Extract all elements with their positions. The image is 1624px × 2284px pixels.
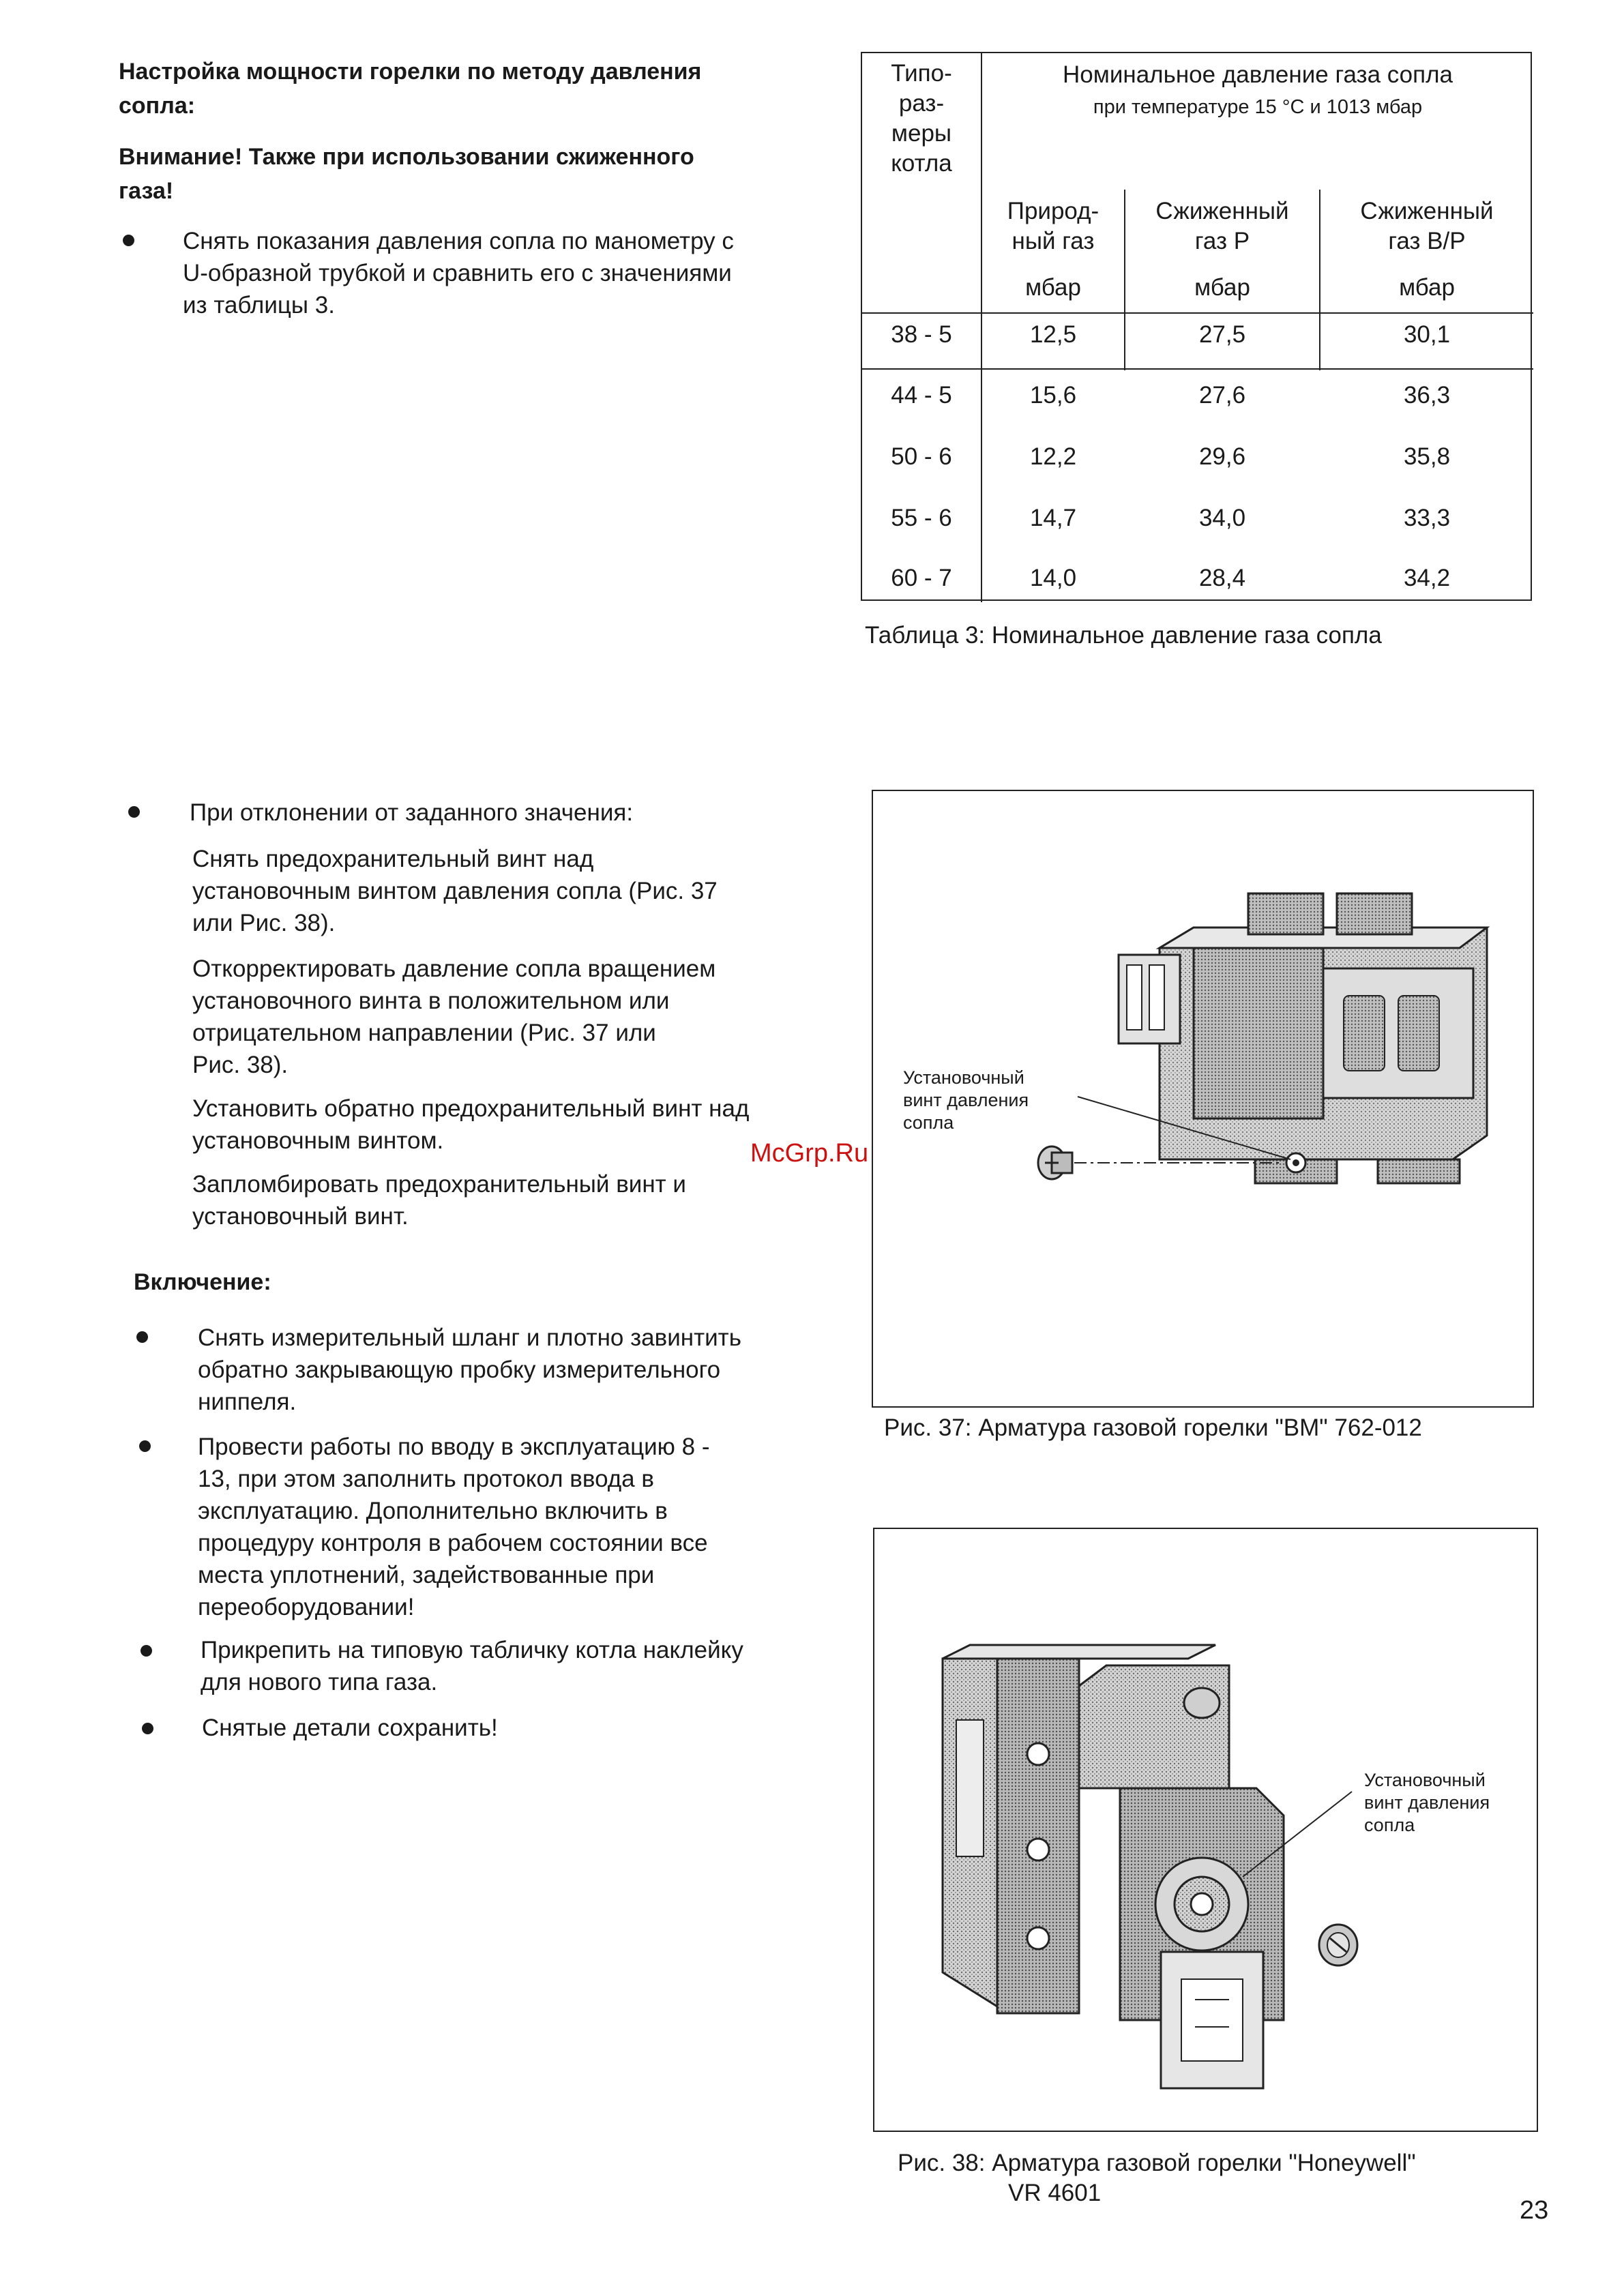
bullet-read-pressure: Снять показания давления сопла по манометру с U-образной трубкой и сравнить его с значениями из таблицы 3.	[183, 228, 734, 318]
col-header-lpg-p: Сжиженный газ Р	[1155, 198, 1289, 254]
table-caption: Таблица 3: Номинальное давление газа сопла	[865, 622, 1382, 649]
page-number: 23	[1520, 2196, 1549, 2225]
switch-on-item: Прикрепить на типовую табличку котла наклейку для нового типа газа.	[201, 1637, 743, 1695]
figure-38	[873, 1528, 1538, 2132]
unit-label: мбар	[1025, 274, 1081, 301]
pressure-header: Номинальное давление газа сопла	[1063, 61, 1453, 88]
switch-on-item: Провести работы по вводу в эксплуатацию 8 - 13, при этом заполнить протокол ввода в эксплуатацию. Дополнительно включить в процедуру контроля в рабочем состоянии все места уплотнений, задействованные при переоборудовании!	[198, 1434, 710, 1620]
unit-label: мбар	[1399, 274, 1455, 301]
section-heading: Настройка мощности горелки по методу давления сопла:	[119, 59, 702, 119]
figure-37	[872, 790, 1534, 1408]
figure-38-caption: Рис. 38: Арматура газовой горелки "Honeywell" VR 4601	[898, 2150, 1416, 2206]
deviation-intro: При отклонении от заданного значения:	[190, 799, 634, 826]
unit-label: мбар	[1194, 274, 1250, 301]
col-header-lpg-bp: Сжиженный газ В/Р	[1360, 198, 1494, 254]
adjusting-screw-label: Установочный винт давления сопла	[1364, 1770, 1490, 1835]
figure-37-caption: Рис. 37: Арматура газовой горелки "ВМ" 762-012	[884, 1414, 1422, 1441]
bullet-icon	[136, 1331, 148, 1343]
pressure-table: Типо- раз- меры котла Номинальное давление газа сопла при температуре 15 °С и 1013 мбар Природ- ный газ Сжиженный газ Р Сжиженный газ В/Р мбар мбар мбар 38 - 5 12,5 27,5 30,1 44 - 5 15,6 27,6 36,3 50 - 6 12,2 29,6 35,8 55 - 6 14,7 34,0 33,3 60 - 7 14,0 28,4 34,2	[861, 52, 1532, 601]
warning-note: Внимание! Также при использовании сжиженного газа!	[119, 144, 694, 204]
bullet-icon	[123, 235, 134, 246]
deviation-step-4: Запломбировать предохранительный винт и установочный винт.	[192, 1171, 686, 1230]
deviation-step-1: Снять предохранительный винт над установочным винтом давления сопла (Рис. 37 или Рис. 38).	[192, 846, 718, 936]
deviation-step-3: Установить обратно предохранительный винт над установочным винтом.	[192, 1095, 750, 1154]
bullet-icon	[141, 1645, 152, 1657]
size-header: Типо- раз- меры котла	[891, 60, 952, 177]
deviation-step-2: Откорректировать давление сопла вращением установочного винта в положительном или отрицательном направлении (Рис. 37 или Рис. 38).	[192, 955, 716, 1078]
switch-on-heading: Включение:	[134, 1269, 271, 1295]
bullet-icon	[128, 806, 140, 818]
pressure-subheader: при температуре 15 °С и 1013 мбар	[1093, 96, 1423, 118]
switch-on-item: Снять измерительный шланг и плотно завинтить обратно закрывающую пробку измерительного ниппеля.	[198, 1324, 741, 1415]
watermark: McGrp.Ru	[750, 1139, 869, 1168]
adjusting-screw-label: Установочный винт давления сопла	[903, 1067, 1029, 1133]
switch-on-item: Снятые детали сохранить!	[202, 1715, 498, 1741]
col-header-natural-gas: Природ- ный газ	[1007, 198, 1099, 254]
bullet-icon	[142, 1723, 153, 1734]
bullet-icon	[139, 1440, 151, 1452]
